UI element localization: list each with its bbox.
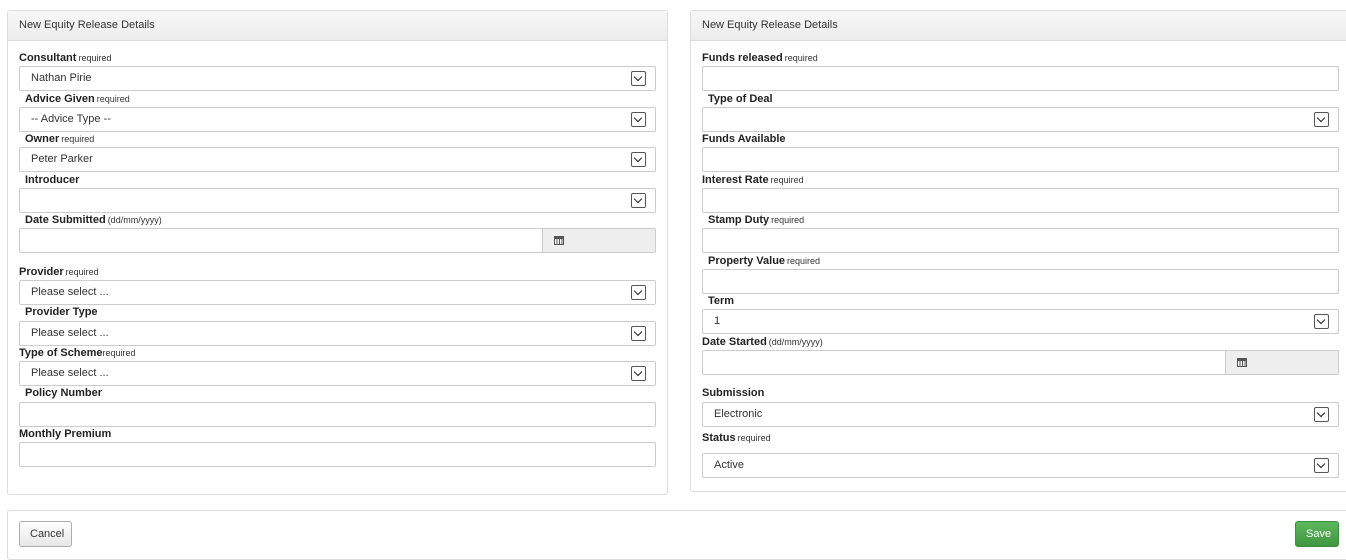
right-panel-title: New Equity Release Details (691, 11, 1346, 41)
type-of-deal-select[interactable] (702, 107, 1339, 132)
monthly-premium-input[interactable] (19, 442, 656, 467)
monthly-premium-label: Monthly Premium (19, 428, 112, 440)
status-label: Status required (702, 432, 771, 444)
date-submitted-picker-button[interactable] (542, 229, 655, 252)
owner-select[interactable]: Peter Parker (19, 147, 656, 172)
chevron-down-icon (631, 285, 646, 300)
advice-given-select[interactable]: -- Advice Type -- (19, 107, 656, 132)
advice-given-label: Advice Given required (25, 93, 130, 105)
status-select[interactable]: Active (702, 453, 1339, 478)
stamp-duty-label: Stamp Duty required (708, 214, 805, 226)
chevron-down-icon (1314, 458, 1329, 473)
type-of-deal-label: Type of Deal (708, 93, 773, 105)
funds-available-input[interactable] (702, 147, 1339, 172)
chevron-down-icon (1314, 112, 1329, 127)
introducer-select[interactable] (19, 188, 656, 213)
introducer-label: Introducer (25, 174, 80, 186)
cancel-button[interactable]: Cancel (19, 521, 72, 547)
type-of-scheme-select[interactable]: Please select ... (19, 361, 656, 386)
submission-select[interactable]: Electronic (702, 402, 1339, 427)
provider-label: Provider required (19, 266, 99, 278)
form-actions-bar (7, 510, 1346, 560)
stamp-duty-input[interactable] (702, 228, 1339, 253)
chevron-down-icon (631, 193, 646, 208)
submission-label: Submission (702, 387, 765, 399)
property-value-input[interactable] (702, 269, 1339, 294)
calendar-icon (554, 236, 564, 245)
interest-rate-input[interactable] (702, 188, 1339, 213)
provider-type-label: Provider Type (25, 306, 98, 318)
interest-rate-label: Interest Rate required (702, 174, 804, 186)
chevron-down-icon (631, 326, 646, 341)
type-of-scheme-label: Type of Schemerequired (19, 347, 136, 359)
consultant-label: Consultant required (19, 52, 112, 64)
term-select[interactable]: 1 (702, 309, 1339, 334)
chevron-down-icon (1314, 407, 1329, 422)
chevron-down-icon (631, 112, 646, 127)
date-started-label: Date Started (dd/mm/yyyy) (702, 336, 823, 348)
chevron-down-icon (1314, 314, 1329, 329)
chevron-down-icon (631, 152, 646, 167)
date-submitted-label: Date Submitted (dd/mm/yyyy) (25, 214, 162, 226)
left-panel-title: New Equity Release Details (8, 11, 667, 41)
chevron-down-icon (631, 366, 646, 381)
date-started-picker-button[interactable] (1225, 351, 1338, 374)
policy-number-label: Policy Number (25, 387, 103, 399)
consultant-select[interactable]: Nathan Pirie (19, 66, 656, 91)
owner-label: Owner required (25, 133, 95, 145)
provider-select[interactable]: Please select ... (19, 280, 656, 305)
date-submitted-input[interactable] (19, 228, 656, 253)
funds-released-input[interactable] (702, 66, 1339, 91)
property-value-label: Property Value required (708, 255, 821, 267)
calendar-icon (1237, 358, 1247, 367)
save-button[interactable]: Save (1295, 521, 1339, 547)
date-started-input[interactable] (702, 350, 1339, 375)
term-label: Term (708, 295, 735, 307)
funds-released-label: Funds released required (702, 52, 818, 64)
policy-number-input[interactable] (19, 402, 656, 427)
funds-available-label: Funds Available (702, 133, 786, 145)
chevron-down-icon (631, 71, 646, 86)
provider-type-select[interactable]: Please select ... (19, 321, 656, 346)
